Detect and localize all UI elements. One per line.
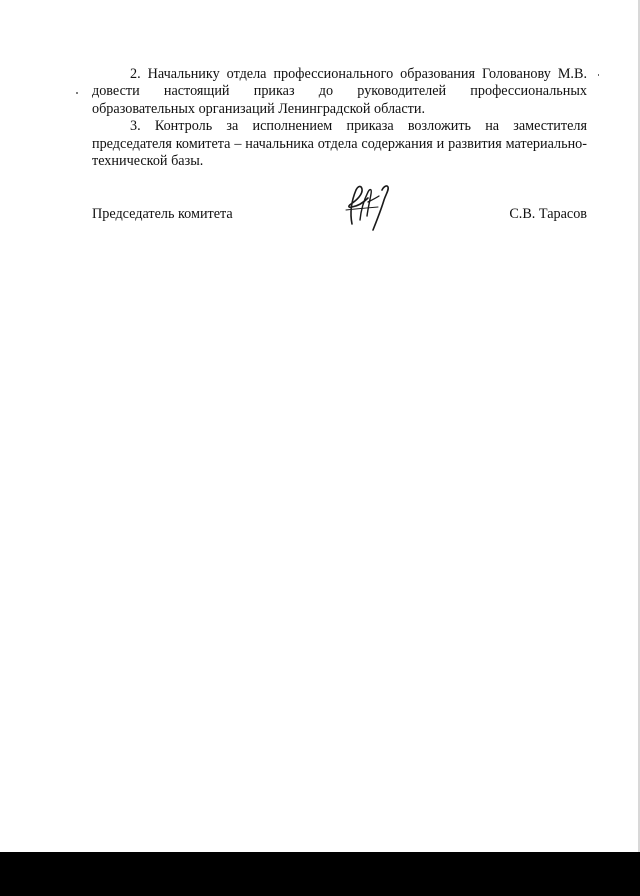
signer-name: С.В. Тарасов: [509, 206, 587, 222]
signer-title: Председатель комитета: [92, 206, 233, 222]
handwritten-signature: [338, 180, 396, 232]
scan-speck: [598, 74, 599, 76]
document-body: [92, 66, 587, 170]
scan-speck: [76, 92, 78, 94]
paragraph-item-2: 2. Начальнику отдела профессионального образования Голованову М.В. довести настоящий приказ до руководителей профессиональных образовательных организаций Ленинградской области.: [92, 66, 587, 117]
scan-bottom-bar: [0, 852, 640, 896]
paragraph-item-3: 3. Контроль за исполнением приказа возложить на заместителя председателя комитета – начальника отдела содержания и развития материально-технической базы.: [92, 118, 587, 170]
